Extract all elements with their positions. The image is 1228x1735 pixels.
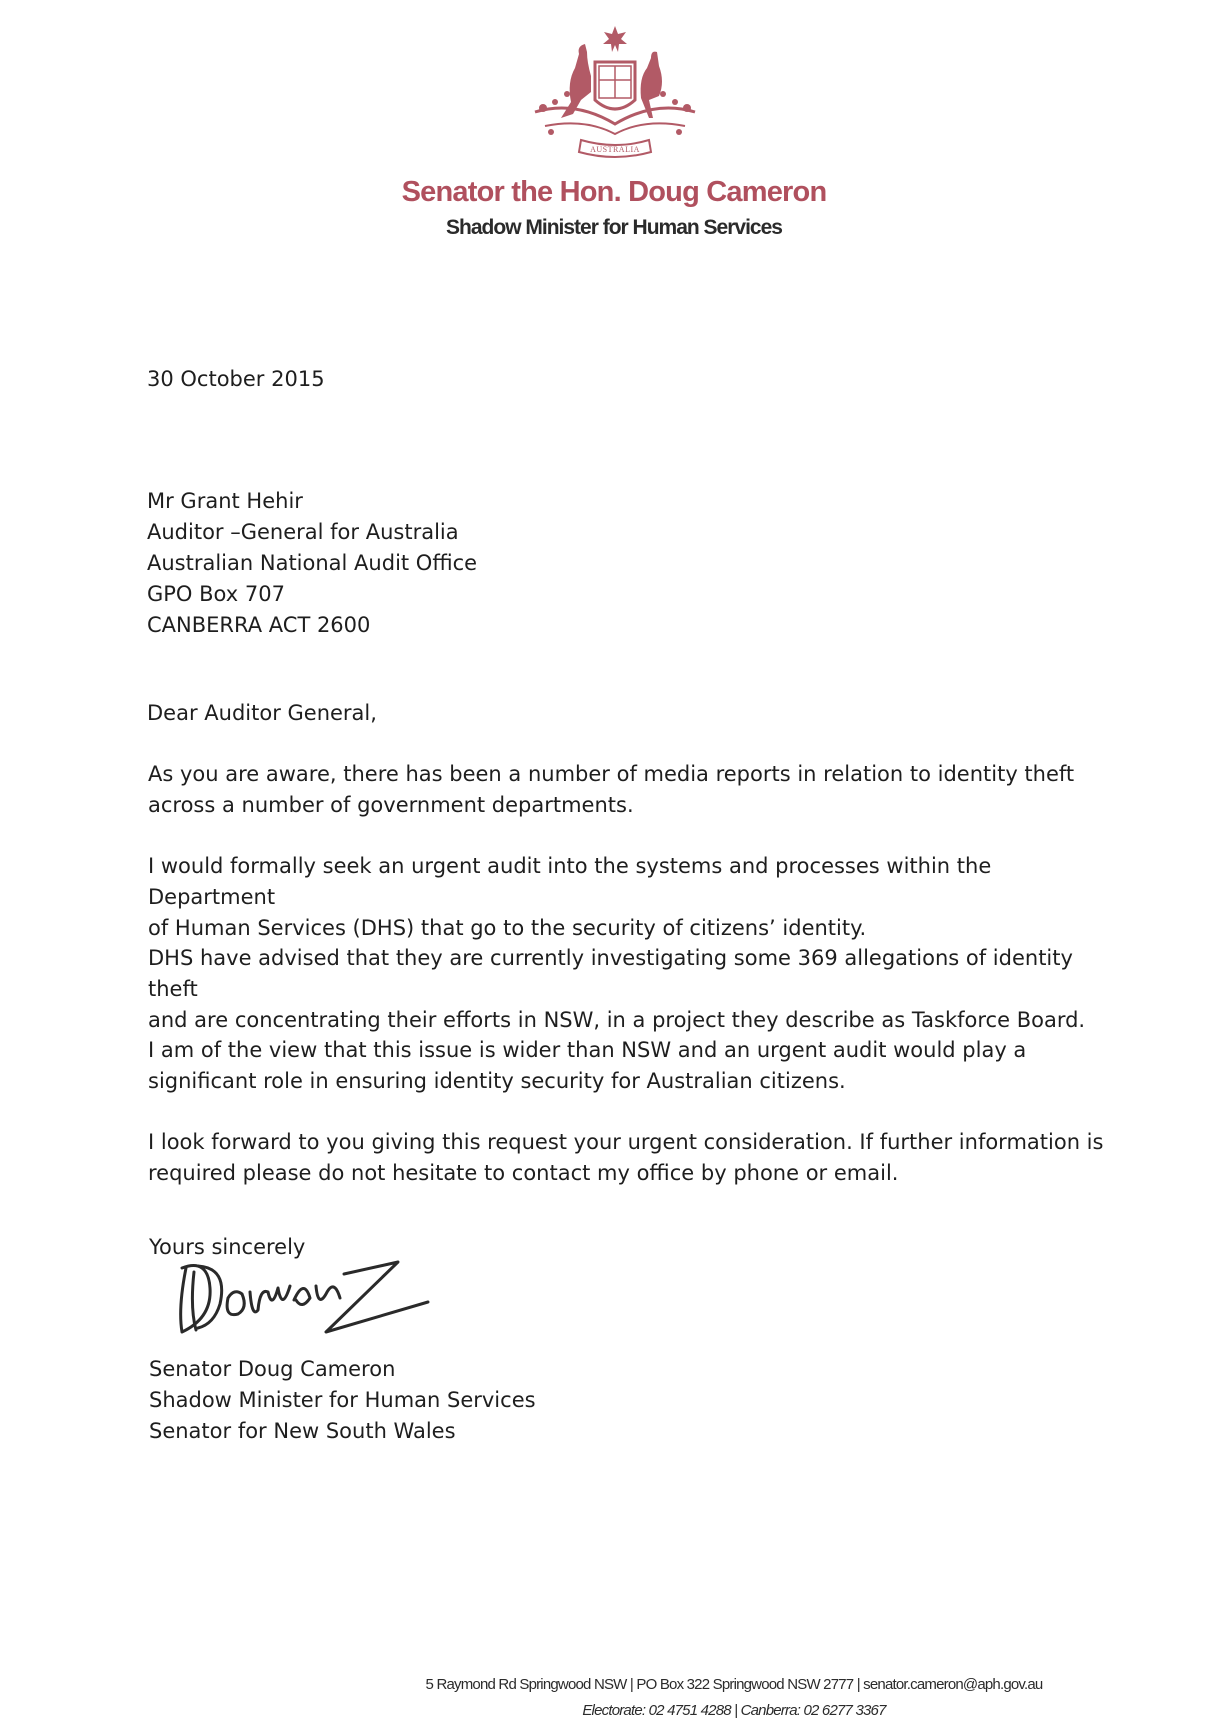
recipient-address <box>147 486 477 641</box>
signatory-title: Shadow Minister for Human Services <box>149 1388 536 1412</box>
paragraph-line: required please do not hesitate to contact my office by phone or email. <box>148 1161 899 1185</box>
body-paragraph <box>148 759 1108 821</box>
commonwealth-star-icon <box>603 26 627 52</box>
paragraph-line: I look forward to you giving this request your urgent consideration. If further information is <box>148 1130 1104 1154</box>
paragraph-line: of Human Services (DHS) that go to the security of citizens’ identity. <box>148 916 867 940</box>
paragraph-line: and are concentrating their efforts in NSW, in a project they describe as Taskforce Board. <box>148 1008 1086 1032</box>
paragraph-line: significant role in ensuring identity security for Australian citizens. <box>148 1069 846 1093</box>
paragraph-line: I would formally seek an urgent audit into the systems and processes within the Department <box>148 854 992 909</box>
body-paragraph <box>148 1127 1108 1189</box>
recipient-line: Mr Grant Hehir <box>147 489 303 513</box>
signature-block <box>149 1354 536 1447</box>
recipient-line: CANBERRA ACT 2600 <box>147 613 371 637</box>
letterhead-name: Senator the Hon. Doug Cameron <box>401 176 827 208</box>
paragraph-line: DHS have advised that they are currently investigating some 369 allegations of identity theft <box>148 946 1073 1001</box>
letterhead-role: Shadow Minister for Human Services <box>446 216 782 239</box>
body-paragraph <box>148 1035 1108 1097</box>
paragraph-line: I am of the view that this issue is wider than NSW and an urgent audit would play a <box>148 1038 1027 1062</box>
letter-date: 30 October 2015 <box>147 367 325 391</box>
recipient-line: Australian National Audit Office <box>147 551 478 575</box>
paragraph-line: As you are aware, there has been a number of media reports in relation to identity theft <box>148 762 1075 786</box>
signatory-name: Senator Doug Cameron <box>149 1357 396 1381</box>
handwritten-signature <box>168 1248 438 1340</box>
coat-of-arms-logo <box>515 22 715 172</box>
crest-scroll-label: AUSTRALIA <box>590 145 640 154</box>
paragraph-line: across a number of government departments. <box>148 793 634 817</box>
salutation: Dear Auditor General, <box>147 701 377 725</box>
recipient-line: GPO Box 707 <box>147 582 285 606</box>
body-paragraph <box>148 851 1108 944</box>
body-paragraph <box>148 943 1108 1036</box>
footer-phones: Electorate: 02 4751 4288 | Canberra: 02 6277 3367 <box>582 1702 886 1719</box>
recipient-line: Auditor –General for Australia <box>147 520 459 544</box>
footer-address: 5 Raymond Rd Springwood NSW | PO Box 322 Springwood NSW 2777 | senator.cameron@aph.gov.au <box>425 1676 1043 1693</box>
closing: Yours sincerely <box>149 1235 306 1259</box>
signatory-title: Senator for New South Wales <box>149 1419 456 1443</box>
